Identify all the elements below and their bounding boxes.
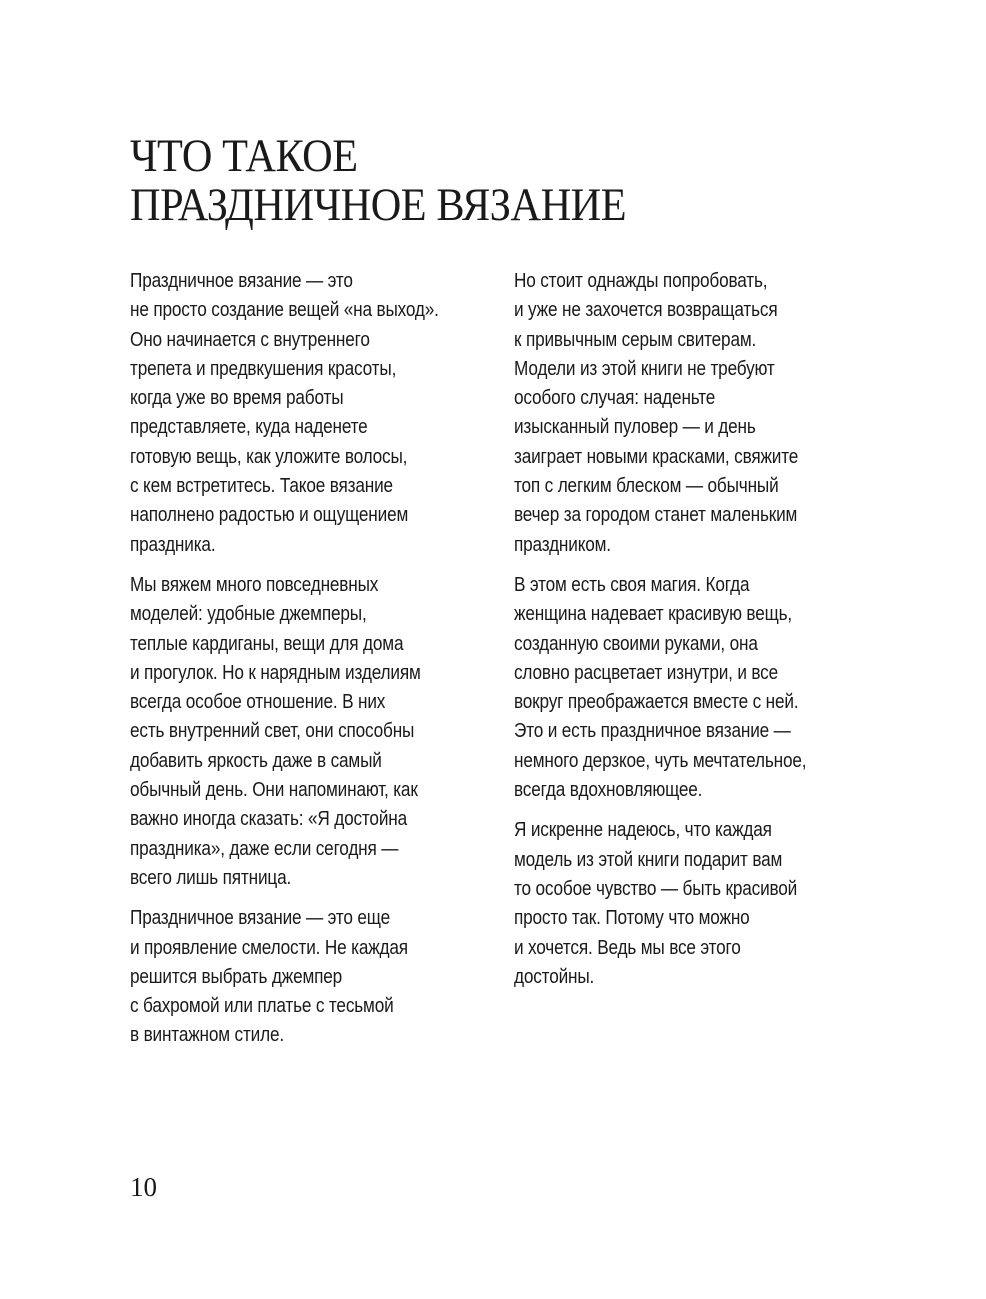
text-line: Я искренне надеюсь, что каждая xyxy=(514,819,772,842)
text-line: с бахромой или платье с тесьмой xyxy=(130,995,394,1018)
text-line: моделей: удобные джемперы, xyxy=(130,603,367,626)
text-line: Оно начинается с внутреннего xyxy=(130,328,370,351)
text-line: решится выбрать джемпер xyxy=(130,965,343,988)
text-line: немного дерзкое, чуть мечтательное, xyxy=(514,749,807,772)
text-line: топ с легким блеском — обычный xyxy=(514,475,779,498)
page-number: 10 xyxy=(130,1172,157,1202)
text-line: важно иногда сказать: «Я достойна xyxy=(130,808,407,831)
text-line: обычный день. Они напоминают, как xyxy=(130,779,418,802)
text-line: Мы вяжем много повседневных xyxy=(130,573,379,596)
text-line: и прогулок. Но к нарядным изделиям xyxy=(130,661,421,684)
right-column xyxy=(514,267,854,1003)
text-line: и хочется. Ведь мы все этого xyxy=(514,936,741,959)
text-line: Праздничное вязание — это xyxy=(130,270,353,292)
text-line: Модели из этой книги не требуют xyxy=(514,357,775,380)
page-title-line-2: ПРАЗДНИЧНОЕ ВЯЗАНИЕ xyxy=(130,179,627,231)
text-line: В этом есть своя магия. Когда xyxy=(514,573,750,596)
text-line: трепета и предвкушения красоты, xyxy=(130,357,397,380)
body-paragraph xyxy=(514,571,854,805)
text-line: когда уже во время работы xyxy=(130,387,344,410)
text-line: Но стоит однажды попробовать, xyxy=(514,270,768,292)
text-line: и уже не захочется возвращаться xyxy=(514,299,778,322)
page-title-line-1: ЧТО ТАКОЕ xyxy=(130,130,358,182)
text-line: созданную своими руками, она xyxy=(514,632,758,655)
body-paragraph xyxy=(130,571,489,893)
text-line: вечер за городом станет маленьким xyxy=(514,504,798,527)
text-line: добавить яркость даже в самый xyxy=(130,749,382,772)
text-line: всегда особое отношение. В них xyxy=(130,691,386,714)
text-line: наполнено радостью и ощущением xyxy=(130,504,409,527)
text-line: и проявление смелости. Не каждая xyxy=(130,936,408,959)
text-line: всего лишь пятница. xyxy=(130,866,292,889)
text-line: с кем встретитесь. Такое вязание xyxy=(130,475,393,498)
text-line: к привычным серым свитерам. xyxy=(514,328,757,351)
body-paragraph xyxy=(514,816,854,992)
text-line: Это и есть праздничное вязание — xyxy=(514,720,791,743)
text-line: в винтажном стиле. xyxy=(130,1024,284,1047)
text-line: готовую вещь, как уложите волосы, xyxy=(130,445,408,468)
text-line: представляете, куда наденете xyxy=(130,416,368,439)
text-line: праздника», даже если сегодня — xyxy=(130,837,399,860)
text-line: всегда вдохновляющее. xyxy=(514,779,703,802)
text-line: не просто создание вещей «на выход». xyxy=(130,299,439,322)
body-paragraph xyxy=(514,267,854,560)
text-line: Праздничное вязание — это еще xyxy=(130,907,391,930)
text-line: то особое чувство — быть красивой xyxy=(514,877,798,900)
text-line: теплые кардиганы, вещи для дома xyxy=(130,632,404,655)
text-line: есть внутренний свет, они способны xyxy=(130,720,415,743)
text-line: изысканный пуловер — и день xyxy=(514,416,756,439)
body-paragraph xyxy=(130,904,489,1050)
text-line: женщина надевает красивую вещь, xyxy=(514,603,792,626)
text-line: заиграет новыми красками, свяжите xyxy=(514,445,799,468)
text-line: праздником. xyxy=(514,533,611,556)
page-title xyxy=(130,132,626,230)
text-line: особого случая: наденьте xyxy=(514,387,716,410)
left-column xyxy=(130,267,489,1062)
text-line: вокруг преображается вместе с ней. xyxy=(514,691,799,714)
text-line: достойны. xyxy=(514,965,595,988)
body-paragraph xyxy=(130,267,489,560)
text-line: словно расцветает изнутри, и все xyxy=(514,661,779,684)
text-line: праздника. xyxy=(130,533,216,556)
text-line: модель из этой книги подарит вам xyxy=(514,848,783,871)
text-line: просто так. Потому что можно xyxy=(514,907,750,930)
